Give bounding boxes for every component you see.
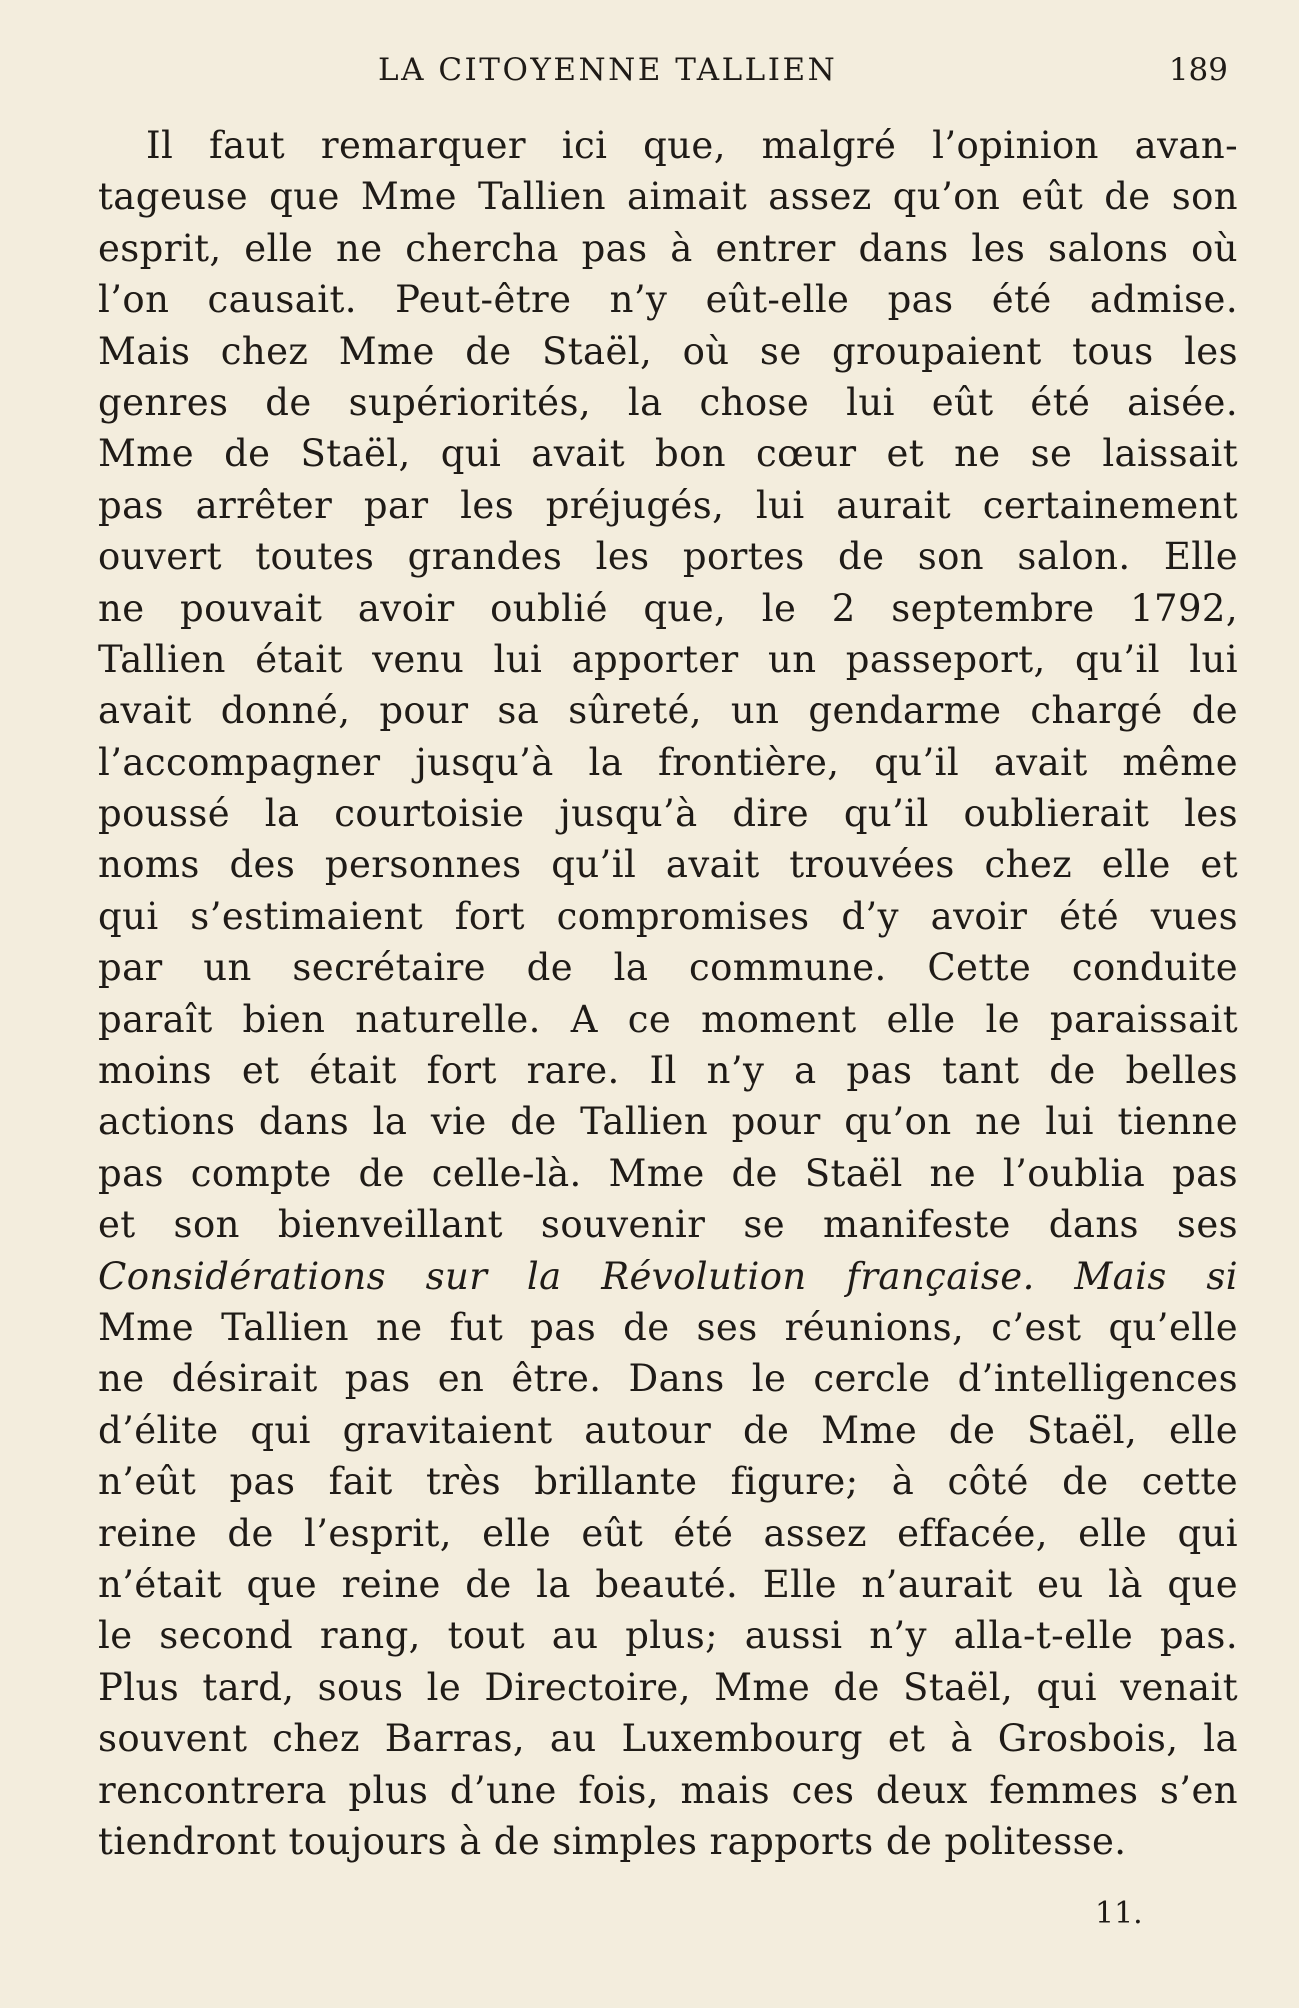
text-line: paraît bien naturelle. A ce moment elle le paraissait — [98, 997, 1238, 1041]
text-line: Mme Tallien ne fut pas de ses réunions, c’est qu’elle — [98, 1305, 1238, 1349]
text-line: et son bienveillant souvenir se manifeste dans ses — [98, 1203, 1238, 1247]
text-line: Mais chez Mme de Staël, où se groupaient tous les — [98, 329, 1238, 373]
text-line: poussé la courtoisie jusqu’à dire qu’il oublierait les — [98, 792, 1238, 836]
text-line: pas arrêter par les préjugés, lui aurait certainement — [98, 483, 1238, 527]
text-line: esprit, elle ne chercha pas à entrer dans les salons où — [98, 226, 1238, 270]
text-line: tiendront toujours à de simples rapports de politesse. — [98, 1819, 1127, 1863]
text-line: d’élite qui gravitaient autour de Mme de Staël, elle — [98, 1408, 1238, 1452]
text-line: reine de l’esprit, elle eût été assez effacée, elle qui — [98, 1511, 1238, 1555]
text-line: souvent chez Barras, au Luxembourg et à Grosbois, la — [98, 1717, 1238, 1761]
text-line: pas compte de celle-là. Mme de Staël ne l’oublia pas — [98, 1151, 1238, 1195]
text-line: rencontrera plus d’une fois, mais ces deux femmes s’en — [98, 1768, 1238, 1812]
text-line: n’était que reine de la beauté. Elle n’aurait eu là que — [98, 1562, 1238, 1606]
text-line: tageuse que Mme Tallien aimait assez qu’on eût de son — [98, 175, 1238, 219]
text-line: Plus tard, sous le Directoire, Mme de Staël, qui venait — [98, 1665, 1238, 1709]
text-line: ne désirait pas en être. Dans le cercle d’intelligences — [98, 1357, 1238, 1401]
page-number: 189 — [1168, 52, 1228, 88]
text-line: ouvert toutes grandes les portes de son salon. Elle — [98, 535, 1238, 579]
text-line: Tallien était venu lui apporter un passeport, qu’il lui — [98, 637, 1238, 681]
text-line: l’accompagner jusqu’à la frontière, qu’il avait même — [98, 740, 1238, 784]
text-line: actions dans la vie de Tallien pour qu’on ne lui tienne — [98, 1100, 1238, 1144]
text-line: moins et était fort rare. Il n’y a pas tant de belles — [98, 1049, 1238, 1093]
text-line: qui s’estimaient fort compromises d’y avoir été vues — [98, 894, 1238, 938]
text-line: ne pouvait avoir oublié que, le 2 septembre 1792, — [98, 586, 1238, 630]
text-line: avait donné, pour sa sûreté, un gendarme chargé de — [98, 689, 1238, 733]
text-line: Mme de Staël, qui avait bon cœur et ne se laissait — [98, 432, 1238, 476]
text-line: par un secrétaire de la commune. Cette conduite — [98, 946, 1238, 990]
text-line: Il faut remarquer ici que, malgré l’opinion avan- — [146, 124, 1238, 167]
text-line: noms des personnes qu’il avait trouvées chez elle et — [98, 843, 1238, 887]
body-text — [98, 120, 1238, 1867]
running-title: LA CITOYENNE TALLIEN — [378, 52, 838, 88]
text-line: l’on causait. Peut-être n’y eût-elle pas été admise. — [98, 278, 1238, 322]
page-header — [98, 52, 1238, 92]
text-line-italic-title: Considérations sur la Révolution française. Mais si — [98, 1254, 1238, 1298]
text-line: genres de supériorités, la chose lui eût été aisée. — [98, 380, 1238, 424]
signature-mark: 11. — [1095, 1896, 1143, 1931]
text-line: n’eût pas fait très brillante figure; à côté de cette — [98, 1460, 1238, 1504]
text-line: le second rang, tout au plus; aussi n’y alla-t-elle pas. — [98, 1614, 1238, 1658]
